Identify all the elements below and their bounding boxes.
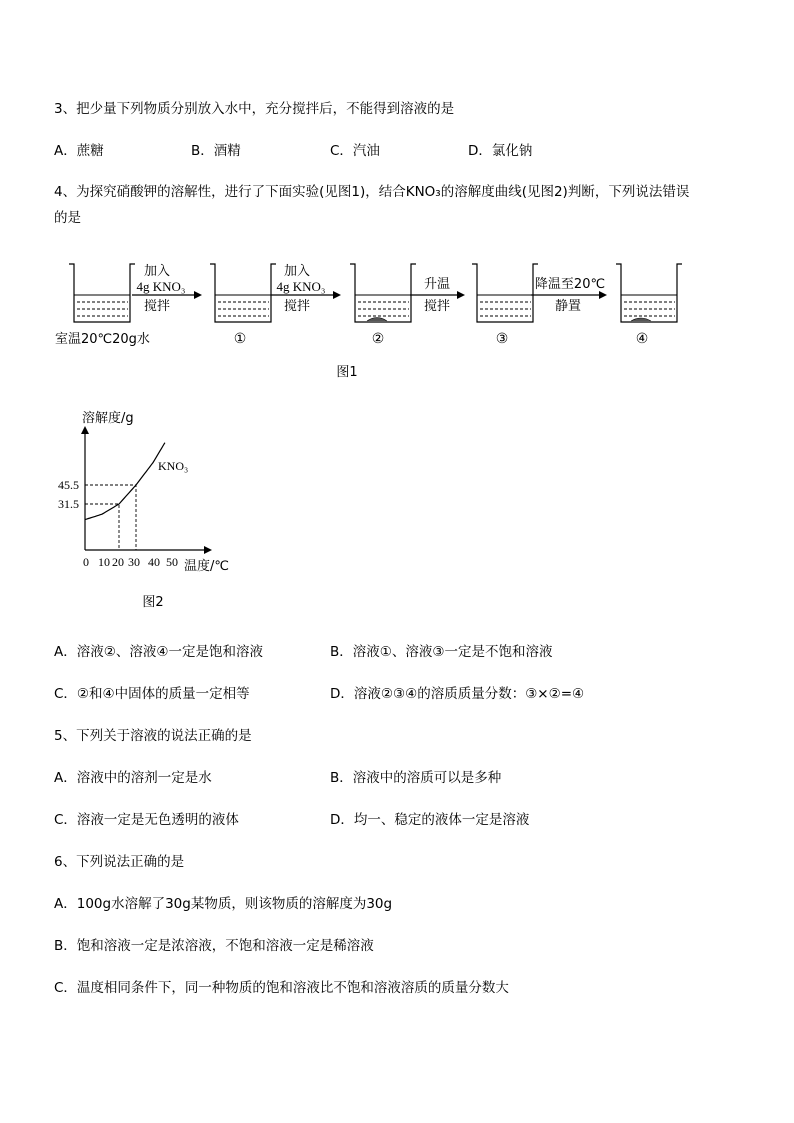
beaker-2 <box>350 264 416 322</box>
q6-option-c: C．温度相同条件下，同一种物质的饱和溶液比不饱和溶液溶质的质量分数大 <box>54 980 509 996</box>
q4-option-d: D．溶液②③④的溶质质量分数：③×②=④ <box>330 686 585 702</box>
q5-option-b: B．溶液中的溶质可以是多种 <box>330 770 502 786</box>
q3-option-c: C．汽油 <box>330 143 380 159</box>
y-tick-label: 45.5 <box>58 478 79 492</box>
arrow4-bottom: 静置 <box>554 299 582 314</box>
beaker-label-1: ① <box>233 332 247 347</box>
q5-option-d: D．均一、稳定的液体一定是溶液 <box>330 812 530 828</box>
arrow3-bottom: 搅拌 <box>423 299 451 314</box>
q5-option-a: A．溶液中的溶剂一定是水 <box>54 770 212 786</box>
q3-option-a: A．蔗糖 <box>54 143 104 159</box>
y-tick-label: 31.5 <box>58 497 79 511</box>
q6-stem: 6、下列说法正确的是 <box>54 854 185 870</box>
beaker-1 <box>210 264 276 322</box>
q5-stem: 5、下列关于溶液的说法正确的是 <box>54 728 252 744</box>
beaker-4 <box>616 264 682 322</box>
q6-option-a: A．100g水溶解了30g某物质，则该物质的溶解度为30g <box>54 896 393 912</box>
q3-stem: 3、把少量下列物质分别放入水中，充分搅拌后，不能得到溶液的是 <box>54 101 455 117</box>
arrow1-top: 加入 <box>143 264 171 279</box>
q5-option-c: C．溶液一定是无色透明的液体 <box>54 812 239 828</box>
x-tick-label: 30 <box>128 555 140 569</box>
x-tick-label: 10 <box>98 555 110 569</box>
arrow2-mid: 4g KNO₃ <box>276 279 326 294</box>
dashed-guide <box>85 504 119 550</box>
x-tick-label: 40 <box>148 555 160 569</box>
q3-option-b: B．酒精 <box>191 143 241 159</box>
q4-option-a: A．溶液②、溶液④一定是饱和溶液 <box>54 644 263 660</box>
curve-label: KNO₃ <box>158 459 189 473</box>
arrow1-bottom: 搅拌 <box>143 299 171 314</box>
figure-2-solubility-chart <box>0 400 300 620</box>
x-tick-label: 0 <box>83 555 89 569</box>
q4-option-b: B．溶液①、溶液③一定是不饱和溶液 <box>330 644 553 660</box>
q4-stem-line2: 的是 <box>54 210 81 226</box>
arrow2-top: 加入 <box>283 264 311 279</box>
arrow2-bottom: 搅拌 <box>283 299 311 314</box>
q3-option-d: D．氯化钠 <box>468 143 533 159</box>
arrow1-mid: 4g KNO₃ <box>136 279 186 294</box>
kno3-curve <box>85 443 165 520</box>
q6-option-b: B．饱和溶液一定是浓溶液，不饱和溶液一定是稀溶液 <box>54 938 374 954</box>
figure-2-caption: 图2 <box>142 595 164 610</box>
figure-1-caption: 图1 <box>336 365 358 380</box>
arrow3-top: 升温 <box>423 277 451 292</box>
beaker-label-4: ④ <box>635 332 649 347</box>
beaker-3 <box>472 264 538 322</box>
beaker-label-3: ③ <box>495 332 509 347</box>
q4-stem-line1: 4、为探究硝酸钾的溶解性，进行了下面实验(见图1)，结合KNO₃的溶解度曲线(见图2)判断，下列说法错误 <box>54 184 690 200</box>
x-tick-label: 50 <box>166 555 178 569</box>
q4-option-c: C．②和④中固体的质量一定相等 <box>54 686 250 702</box>
beaker-label-2: ② <box>371 332 385 347</box>
beaker-start <box>69 264 135 322</box>
x-tick-label: 20 <box>112 555 124 569</box>
start-label: 室温20℃20g水 <box>55 332 150 347</box>
y-axis-label: 溶解度/g <box>82 411 134 426</box>
arrow4-top: 降温至20℃ <box>534 277 606 292</box>
figure-1-experiment <box>0 250 794 385</box>
x-axis-label: 温度/℃ <box>184 559 229 574</box>
